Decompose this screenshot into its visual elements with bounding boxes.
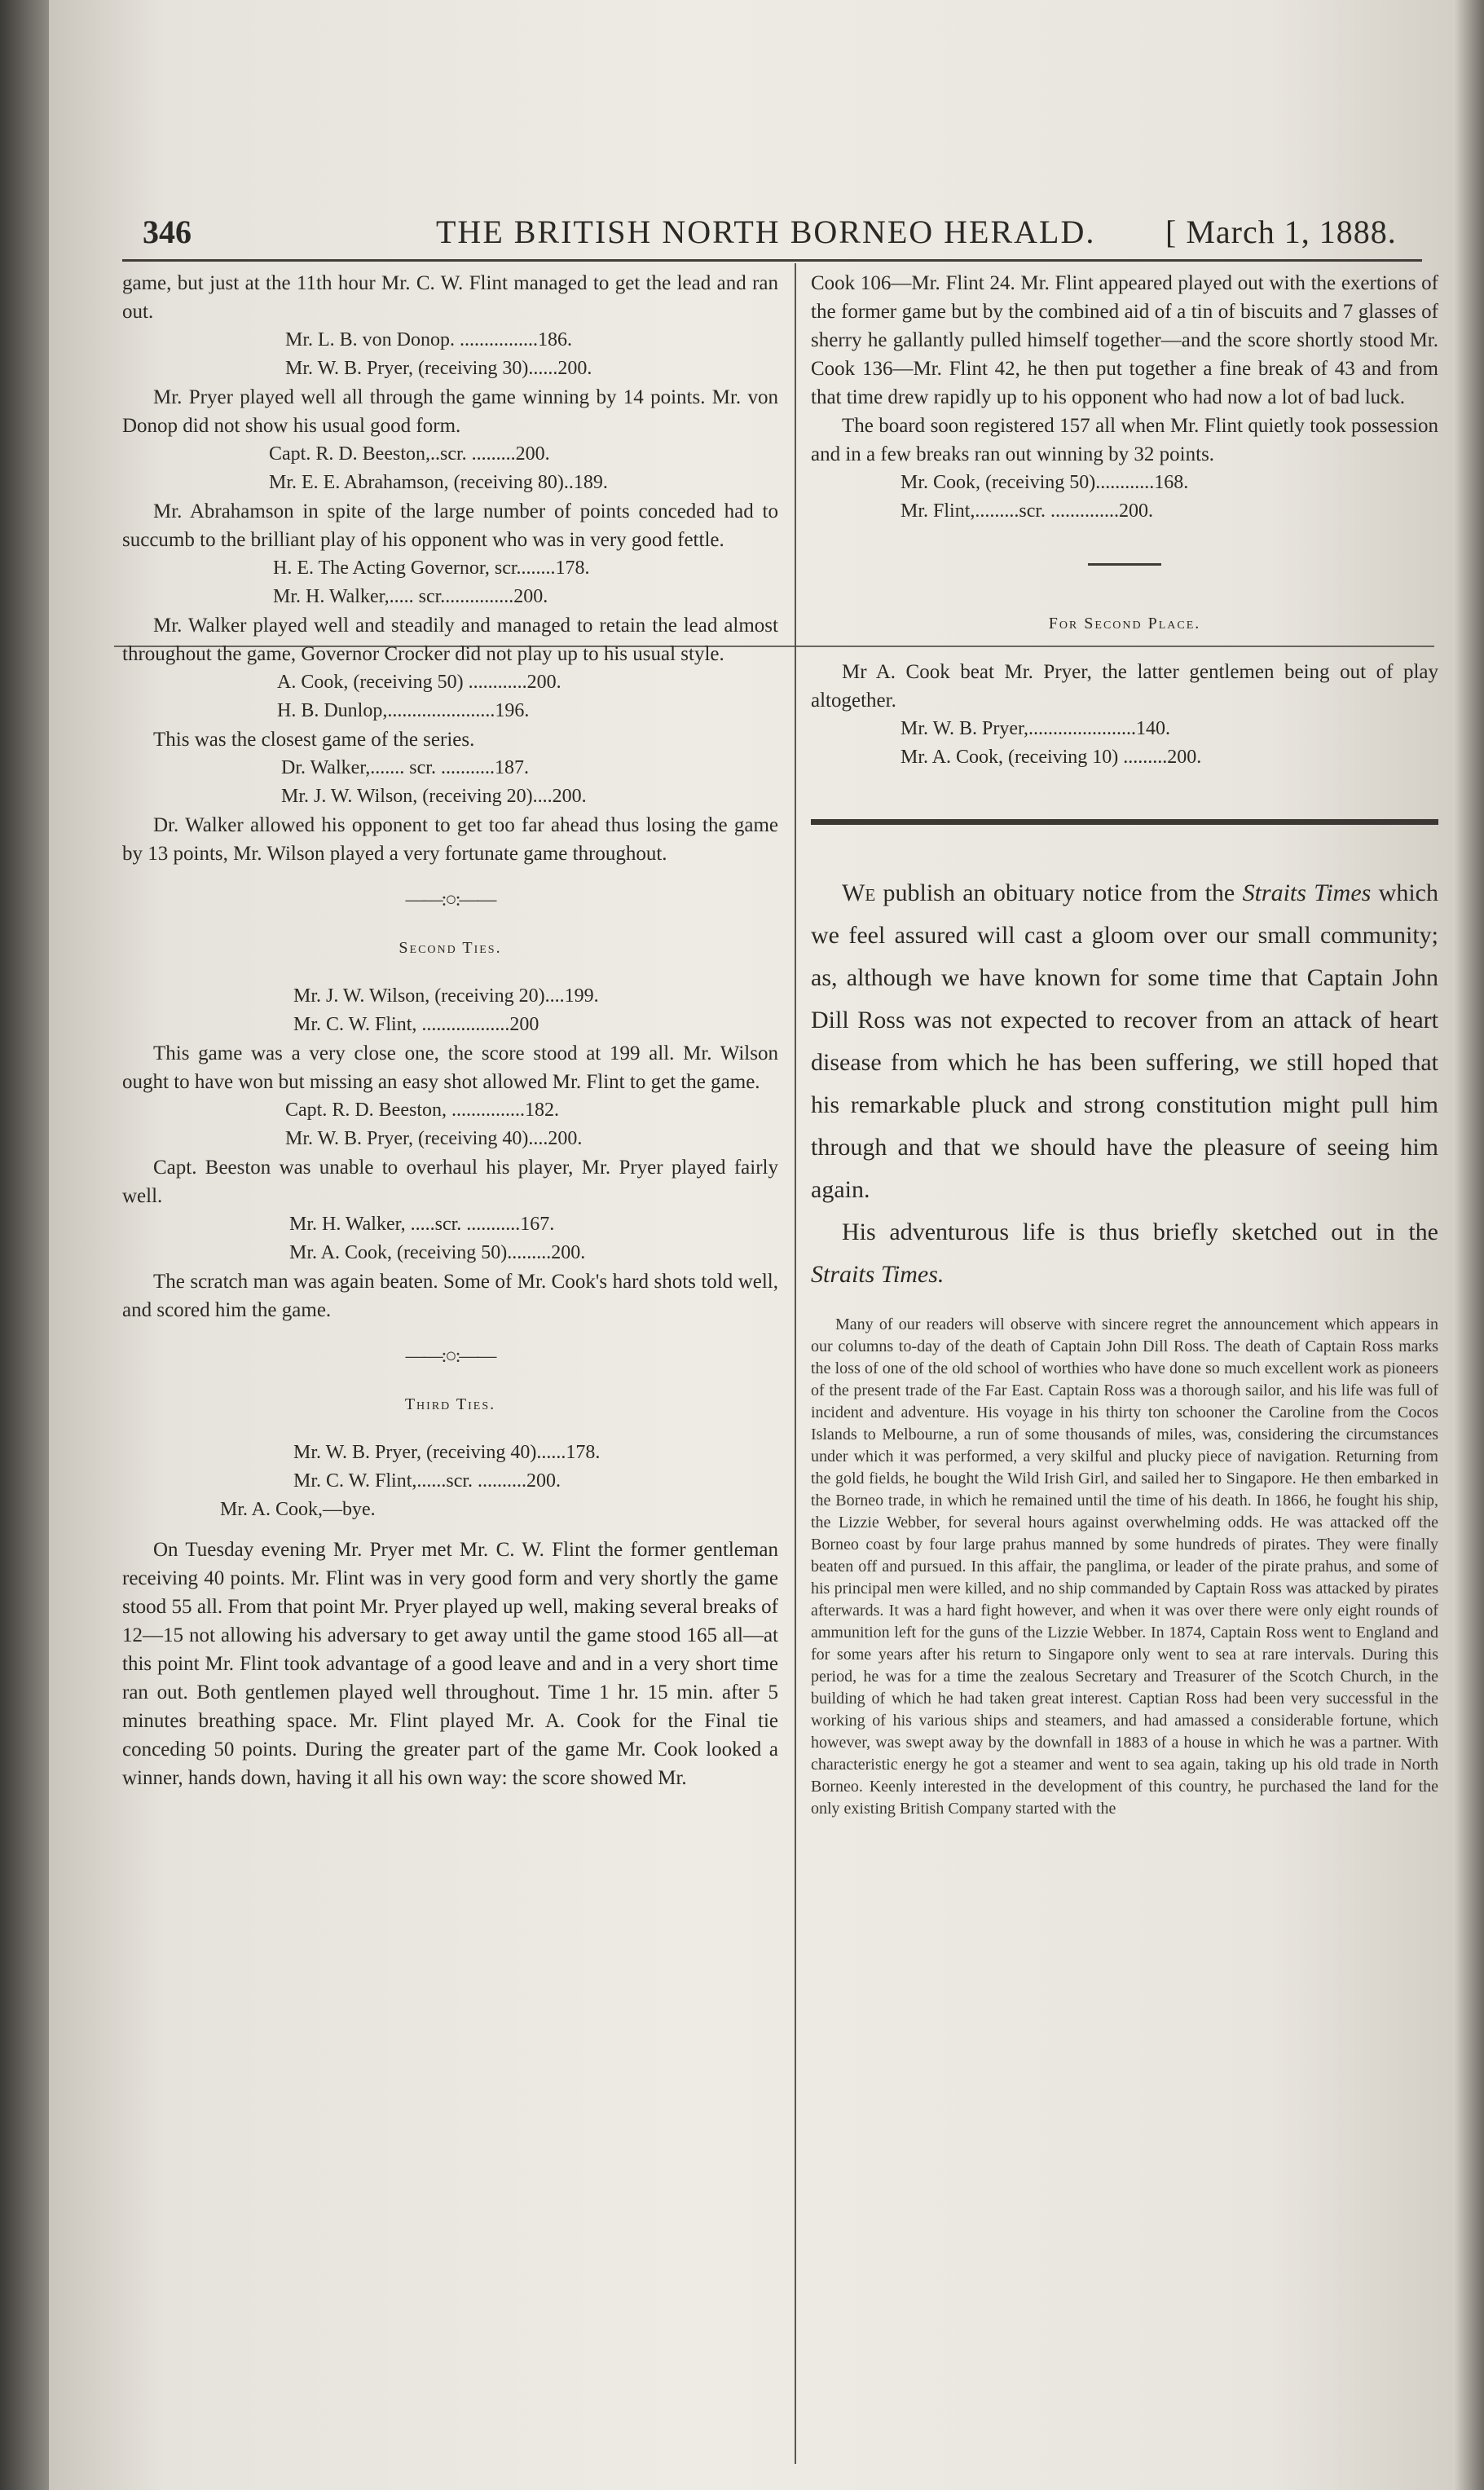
score-line: Mr. C. W. Flint,......scr. ..........200. <box>293 1470 561 1492</box>
paragraph: Cook 106—Mr. Flint 24. Mr. Flint appeared played out with the exertions of the former game but by the combined aid of a tin of biscuits and 7 glasses of sherry he gallantly pulled himself together—and the score shortly stood Mr. Cook 136—Mr. Flint 42, he then put together a fine break of 43 and from that time drew rapidly up to his opponent who had now a lot of bad luck. <box>811 272 1438 408</box>
score-line: Mr. A. Cook,—bye. <box>220 1499 376 1520</box>
score-line: Mr. A. Cook, (receiving 50).........200. <box>289 1242 586 1263</box>
paragraph: The scratch man was again beaten. Some of Mr. Cook's hard shots told well, and scored him the game. <box>122 1271 778 1321</box>
text-run: His adventurous life is thus briefly sketched out in the <box>842 1219 1438 1245</box>
paragraph: This game was a very close one, the score stood at 199 all. Mr. Wilson ought to have won but missing an easy shot allowed Mr. Flint to get the game. <box>122 1042 778 1093</box>
publication-name: Straits Times. <box>811 1261 945 1288</box>
column-divider <box>795 263 796 2464</box>
paragraph: Mr. Walker played well and steadily and managed to retain the lead almost throughout the game, Governor Crocker did not play up to his usual style. <box>122 615 778 665</box>
score-line: Mr. J. W. Wilson, (receiving 20)....199. <box>293 985 599 1007</box>
obituary-lead <box>811 1211 1438 1296</box>
ornament-divider <box>122 1346 778 1368</box>
score-line: Mr. H. Walker,..... scr...............200. <box>273 586 548 607</box>
section-heading-second-place: For Second Place. <box>1048 615 1201 632</box>
score-block <box>811 469 1438 526</box>
left-column <box>122 269 778 1792</box>
score-block <box>122 1096 778 1153</box>
score-line: Mr. E. E. Abrahamson, (receiving 80)..189. <box>269 472 608 493</box>
score-line: Mr. A. Cook, (receiving 10) .........200. <box>901 747 1202 768</box>
score-line: A. Cook, (receiving 50) ............200. <box>277 672 561 693</box>
section-rule <box>811 819 1438 825</box>
text-run: which we feel assured will cast a gloom over our small community; as, although we have known for some time that Captain John Dill Ross was not expected to recover from an attack of heart disease from which he has been suffering, we still hoped that his remarkable pluck and strong constitution might pull him through and that we should have the pleasure of seeing him again. <box>811 879 1438 1203</box>
score-line: Capt. R. D. Beeston,..scr. .........200. <box>269 443 550 465</box>
score-line: Mr. Cook, (receiving 50)............168. <box>901 472 1189 493</box>
score-line: Mr. C. W. Flint, ..................200 <box>293 1014 539 1035</box>
ornament-divider: ——:○:—— <box>405 889 495 910</box>
page-header <box>143 208 1414 257</box>
paragraph: The board soon registered 157 all when Mr. Flint quietly took possession and in a few breaks ran out winning by 32 points. <box>811 415 1438 465</box>
publication-name: Straits Times <box>1242 879 1372 906</box>
lead-word: We <box>842 879 876 906</box>
score-line: Mr. W. B. Pryer, (receiving 40)......178. <box>293 1442 601 1463</box>
section-heading-third-ties: Third Ties. <box>404 1395 496 1413</box>
page-shadow-left <box>0 0 49 2490</box>
paragraph: Mr. Abrahamson in spite of the large number of points conceded had to succumb to the brilliant play of his opponent who was in very good fettle. <box>122 500 778 551</box>
score-line: Mr. Flint,.........scr. ..............200. <box>901 500 1154 522</box>
issue-date: [ March 1, 1888. <box>1165 214 1397 250</box>
score-block <box>122 326 778 383</box>
score-block <box>811 715 1438 772</box>
score-block <box>122 440 778 497</box>
paragraph: game, but just at the 11th hour Mr. C. W. Flint managed to get the lead and ran out. <box>122 272 778 323</box>
obituary-quote: Many of our readers will observe with sincere regret the announcement which appears in our columns to-day of the death of Captain John Dill Ross. The death of Captain Ross marks the loss of one of the old school of worthies who have done so much excellent work as pioneers of the present trade of the Far East. Captain Ross was a thorough sailor, and his life was full of incident and adventure. His voyage in his thirty ton schooner the Caroline from the Cocos Islands to Melbourne, a run of some thousands of miles, was, considering the circumstances under which it was performed, a very skilful and plucky piece of navigation. Returning from the gold fields, he bought the Wild Irish Girl, and sailed her to Singapore. He then embarked in the Borneo trade, in which he remained until the time of his death. In 1866, he fought his ship, the Lizzie Webber, for several hours against overwhelming odds. He was attacked off the Borneo coast by four large prahus manned by some hundreds of pirates. They were finally beaten off and pursued. In this affair, the panglima, or leader of the pirate prahus, and some of his principal men were killed, and no ship commanded by Captain Ross was attacked by pirates afterwards. It was a hard fight however, and when it was over there were only eight rounds of ammunition left for the guns of the Lizzie Webber. In 1874, Captain Ross went to England and for some years after his return to Singapore only went to sea at rare intervals. During this period, he was for a time the zealous Secretary and Treasurer of the Scotch Church, in the building of which he had taken great interest. Captian Ross had been very successful in the working of his various ships and steamers, and had amassed a considerable fortune, which however, was swept away by the downfall in 1883 of a house in which he was a partner. With characteristic energy he got a steamer and went to sea again, taking up his old trade in North Borneo. Keenly interested in the development of this country, he purchased the land for the only existing British Company started with the <box>811 1316 1438 1818</box>
right-column <box>811 269 1438 1820</box>
score-line: Mr. W. B. Pryer, (receiving 30)......200. <box>285 358 592 379</box>
score-line: Mr. H. Walker, .....scr. ...........167. <box>289 1214 555 1235</box>
paragraph: Mr. Pryer played well all through the game winning by 14 points. Mr. von Donop did not show his usual good form. <box>122 386 778 437</box>
paragraph: On Tuesday evening Mr. Pryer met Mr. C. W. Flint the former gentleman receiving 40 points. Mr. Flint was in very good form and very shortly the game stood 55 all. From that point Mr. Pryer played up well, making several breaks of 12—15 not allowing his adversary to get away until the game stood 165 all—at this point Mr. Flint took advantage of a good leave and and in a very short time ran out. Both gentlemen played well throughout. Time 1 hr. 15 min. after 5 minutes breathing space. Mr. Flint played Mr. A. Cook for the Final tie conceding 50 points. During the greater part of the game Mr. Cook looked a winner, hands down, having it all his own way: the score showed Mr. <box>122 1539 778 1789</box>
score-line: Mr. J. W. Wilson, (receiving 20)....200. <box>281 786 587 807</box>
score-line: Mr. W. B. Pryer, (receiving 40)....200. <box>285 1128 583 1149</box>
score-block <box>122 554 778 611</box>
score-block <box>122 1210 778 1267</box>
paragraph: This was the closest game of the series. <box>153 729 475 751</box>
score-block <box>122 754 778 811</box>
section-heading-second-ties: Second Ties. <box>399 939 502 957</box>
score-line: Mr. W. B. Pryer,......................140. <box>901 718 1171 739</box>
score-line: Mr. L. B. von Donop. ................186. <box>285 329 573 350</box>
paragraph: Dr. Walker allowed his opponent to get too far ahead thus losing the game by 13 points, Mr. Wilson played a very fortunate game throughout. <box>122 814 778 865</box>
newspaper-title: THE BRITISH NORTH BORNEO HERALD. <box>436 214 1096 250</box>
score-line: Dr. Walker,....... scr. ...........187. <box>281 757 529 778</box>
paragraph: Capt. Beeston was unable to overhaul his player, Mr. Pryer played fairly well. <box>122 1157 778 1207</box>
short-divider <box>1088 563 1161 566</box>
text-run: publish an obituary notice from the <box>875 879 1243 906</box>
ornament-glyph: ——:○:—— <box>405 1346 495 1367</box>
score-line: H. E. The Acting Governor, scr........178. <box>273 557 590 579</box>
score-block <box>122 982 778 1039</box>
header-rule <box>122 259 1422 262</box>
page-shadow-right <box>1453 0 1484 2490</box>
score-line: H. B. Dunlop,......................196. <box>277 700 530 721</box>
obituary-intro <box>811 872 1438 1211</box>
score-block <box>122 668 778 725</box>
paragraph: Mr A. Cook beat Mr. Pryer, the latter gentlemen being out of play altogether. <box>811 661 1438 712</box>
score-line: Capt. R. D. Beeston, ...............182. <box>285 1100 559 1121</box>
score-block <box>122 1439 778 1496</box>
page-number: 346 <box>143 214 192 250</box>
